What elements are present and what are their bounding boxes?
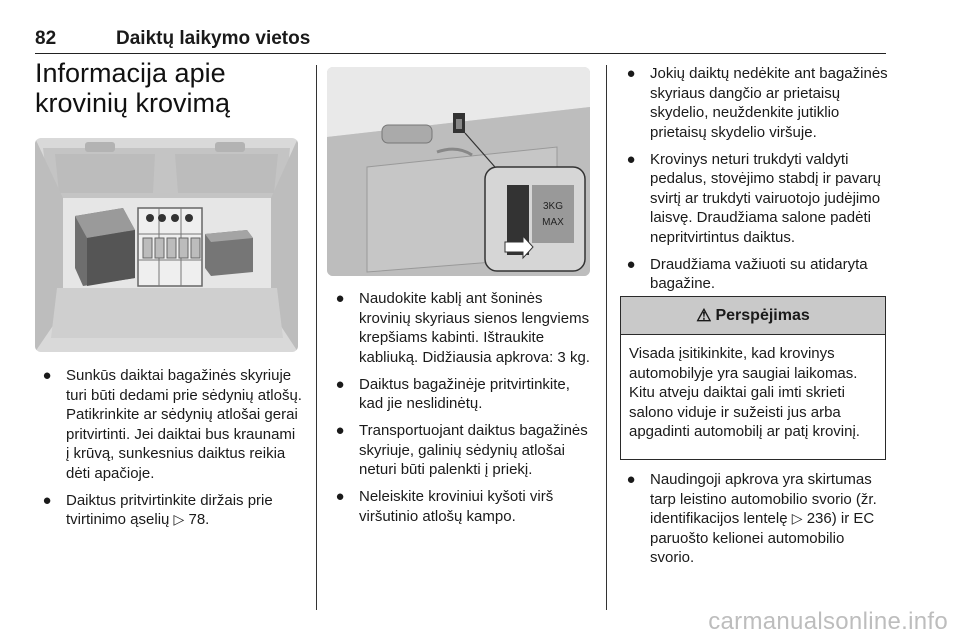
page-reference-icon: ▷ <box>791 510 803 526</box>
list-item: ● Neleiskite kroviniui kyšoti virš viršutinio atlošų kampo. <box>335 488 554 525</box>
main-heading <box>35 58 305 118</box>
trunk-load-photo <box>35 138 298 352</box>
warning-body: Visada įsitikinkite, kad krovinys automobilyje yra saugiai laikomas. Kitu atveju daiktai gali imti skrieti salono viduje ir sužeisti jus arba apgadinti automobilį ar patį krovinį. <box>629 345 860 440</box>
list-item: ● Krovinys neturi trukdyti valdyti pedalus, stovėjimo stabdį ir pavarų svirtį ar trukdyti vairuotojo judėjimo laisvę. Draudžiama salone padėti nepritvirtintus daiktus. <box>626 150 881 246</box>
bullet-text: Daiktus pritvirtinkite diržais prie tvirtinimo ąselių <box>66 491 273 528</box>
warning-header <box>621 297 885 335</box>
right-column-text <box>624 64 890 301</box>
main-heading-line1: Informacija apie <box>35 58 226 88</box>
page-header <box>35 28 886 54</box>
column-divider-left <box>316 65 317 610</box>
list-item: ● Transportuojant daiktus bagažinės skyriuje, galinių sėdynių atlošai neturi būti palenkti į priekį. <box>335 422 588 478</box>
right-column-bottom-text <box>624 470 890 575</box>
bullet-text: Transportuojant daiktus bagažinės skyriuje, galinių sėdynių atlošai neturi būti palenkti į priekį. <box>359 422 588 478</box>
bullet-text: Jokių daiktų nedėkite ant bagažinės skyriaus dangčio ar prietaisų skydelio, neuždenkite jutiklio prietaisų skydelio viršuje. <box>650 65 888 141</box>
watermark: carmanualsonline.info <box>708 608 948 635</box>
hook-label-3kg: 3KG <box>542 201 564 212</box>
hook-label-max: MAX <box>542 217 564 228</box>
warning-icon: ⚠ <box>696 305 712 325</box>
main-heading-line2: krovinių krovimą <box>35 88 231 118</box>
page-reference: 236) ir EC paruošto kelionei automobilio svorio. <box>650 510 875 566</box>
middle-column-text <box>333 289 595 534</box>
column-divider-right <box>606 65 607 610</box>
list-item: ● Sunkūs daiktai bagažinės skyriuje turi būti dedami prie sėdynių atlošų. Patikrinkite ar sėdynių atlošai gerai pritvirtinti. Jei daiktai bus kraunami į krūvą, sunkesnius daiktus reikia dėti apačioje. <box>42 367 302 482</box>
list-item: ● Daiktus bagažinėje pritvirtinkite, kad jie neslidinėtų. <box>335 375 570 412</box>
bullet-text: Sunkūs daiktai bagažinės skyriuje turi būti dedami prie sėdynių atlošų. Patikrinkite ar sėdynių atlošai gerai pritvirtinti. Jei daiktai bus kraunami į krūvą, sunkesnius daiktus reikia dėti apačioje. <box>66 367 302 482</box>
list-item: ● Draudžiama važiuoti su atidaryta bagažine. <box>626 255 868 292</box>
page-reference-icon: ▷ <box>173 511 185 527</box>
list-item: ● Naudingoji apkrova yra skirtumas tarp leistino automobilio svorio (žr. identifikacijos lentelę ▷ 236) ir EC paruošto kelionei automobilio svorio. <box>626 471 877 566</box>
list-item: ● Daiktus pritvirtinkite diržais prie tvirtinimo ąselių ▷ 78. <box>42 491 273 528</box>
section-title: Daiktų laikymo vietos <box>116 28 311 49</box>
warning-title: Perspėjimas <box>715 306 810 324</box>
list-item: ● Jokių daiktų nedėkite ant bagažinės skyriaus dangčio ar prietaisų skydelio, neuždenkite jutiklio prietaisų skydelio viršuje. <box>626 65 888 141</box>
left-column-text <box>40 366 302 537</box>
warning-box <box>620 296 886 460</box>
bullet-text: Draudžiama važiuoti su atidaryta bagažine. <box>650 255 868 292</box>
trunk-hook-photo <box>327 67 590 276</box>
page-number: 82 <box>35 28 57 49</box>
bullet-text: Naudokite kablį ant šoninės krovinių skyriaus sienos lengviems krepšiams kabinti. Ištraukite kabliuką. Didžiausia apkrova: 3 kg. <box>359 290 590 366</box>
page-reference: 78. <box>188 511 210 528</box>
list-item: ● Naudokite kablį ant šoninės krovinių skyriaus sienos lengviems krepšiams kabinti. Ištraukite kabliuką. Didžiausia apkrova: 3 kg. <box>335 290 590 366</box>
bullet-text: Neleiskite kroviniui kyšoti virš viršutinio atlošų kampo. <box>359 488 554 525</box>
bullet-text: Krovinys neturi trukdyti valdyti pedalus, stovėjimo stabdį ir pavarų svirtį ar trukdyti vairuotojo judėjimo laisvę. Draudžiama salone padėti nepritvirtintus daiktus. <box>650 150 881 246</box>
bullet-text: Daiktus bagažinėje pritvirtinkite, kad jie neslidinėtų. <box>359 375 570 412</box>
bullet-text: Naudingoji apkrova yra skirtumas tarp leistino automobilio svorio (žr. identifikacijos lentelę <box>650 471 877 527</box>
